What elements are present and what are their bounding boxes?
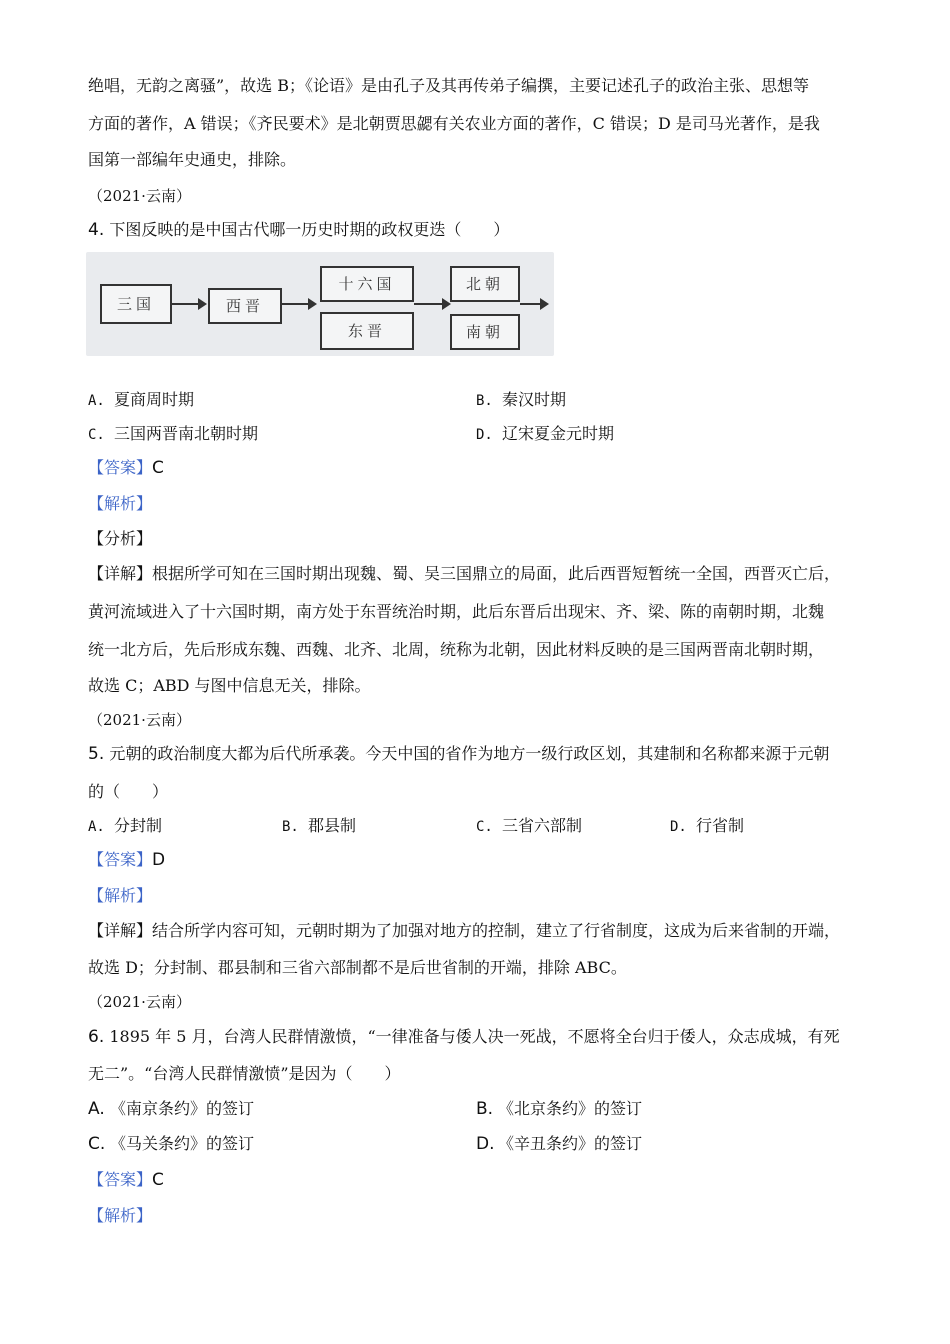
q3-explanation-line: 国第一部编年史通史，排除。: [88, 150, 297, 169]
arrow-head-icon: [198, 298, 207, 310]
q4-stem: [88, 220, 509, 240]
option-c[interactable]: C. 《马关条约》的签订: [88, 1134, 255, 1154]
arrow: [172, 303, 200, 305]
q6-answer: [88, 1170, 164, 1190]
arrow-head-icon: [308, 298, 317, 310]
dynasty-flow-diagram: [86, 252, 554, 356]
q4-jiexi: 【解析】: [88, 494, 153, 513]
q4-detail-line: 统一北方后，先后形成东魏、西魏、北齐、北周，统称为北朝，因此材料反映的是三国两晋南北朝时期，: [88, 640, 825, 659]
option-c[interactable]: C. 三国两晋南北朝时期: [88, 424, 259, 443]
arrow: [520, 303, 542, 305]
q5-stem: [88, 744, 829, 764]
q5-stem-line: 的（ ）: [88, 782, 169, 801]
q4-fenxi: 【分析】: [88, 529, 153, 548]
q5-jiexi: 【解析】: [88, 886, 153, 905]
question-text: 元朝的政治制度大都为后代所承袭。今天中国的省作为地方一级行政区划，其建制和名称都来源于元朝: [109, 744, 830, 763]
arrow: [414, 303, 444, 305]
answer-value: D: [152, 850, 166, 870]
question-text: 下图反映的是中国古代哪一历史时期的政权更迭（ ）: [109, 220, 510, 239]
question-number: 4.: [88, 220, 105, 240]
source-tag: （2021·云南）: [88, 187, 191, 205]
q6-stem-line: 无二”。“台湾人民群情激愤”是因为（ ）: [88, 1064, 401, 1083]
option-c[interactable]: C. 三省六部制: [476, 816, 583, 835]
diagram-box-sanguo: 三国: [100, 284, 172, 324]
diagram-box-xijin: 西晋: [208, 288, 282, 324]
answer-label: 【答案】: [88, 1170, 153, 1189]
q3-explanation-line: 方面的著作，A 错误；《齐民要术》是北朝贾思勰有关农业方面的著作，C 错误；D 是司马光著作，是我: [88, 114, 820, 133]
answer-label: 【答案】: [88, 850, 153, 869]
option-d[interactable]: D. 辽宋夏金元时期: [476, 424, 615, 443]
question-number: 5.: [88, 744, 105, 764]
q6-jiexi: 【解析】: [88, 1206, 153, 1225]
option-b[interactable]: B. 秦汉时期: [476, 390, 567, 409]
option-a[interactable]: A. 分封制: [88, 816, 163, 835]
question-text: 1895 年 5 月，台湾人民群情激愤，“一律准备与倭人决一死战，不愿将全台归于倭人，众志成城，有死: [109, 1027, 840, 1046]
source-tag: （2021·云南）: [88, 711, 191, 729]
diagram-box-nanchao: 南朝: [450, 314, 520, 350]
diagram-box-beichao: 北朝: [450, 266, 520, 302]
question-number: 6.: [88, 1027, 105, 1047]
answer-label: 【答案】: [88, 458, 153, 477]
answer-value: C: [152, 1170, 164, 1190]
q5-answer: [88, 850, 165, 870]
q3-explanation-line: 绝唱，无韵之离骚”，故选 B；《论语》是由孔子及其再传弟子编撰，主要记述孔子的政治主张、思想等: [88, 76, 810, 95]
option-d[interactable]: D. 行省制: [670, 816, 745, 835]
q4-detail-line: 黄河流域进入了十六国时期，南方处于东晋统治时期，此后东晋后出现宋、齐、梁、陈的南朝时期，北魏: [88, 602, 825, 621]
diagram-box-shiliuguo: 十六国: [320, 266, 414, 302]
option-a[interactable]: A. 《南京条约》的签订: [88, 1099, 255, 1119]
option-b[interactable]: B. 《北京条约》的签订: [476, 1099, 643, 1119]
q4-detail-line: 故选 C；ABD 与图中信息无关，排除。: [88, 676, 371, 695]
arrow: [282, 303, 310, 305]
q4-detail-line: 【详解】根据所学可知在三国时期出现魏、蜀、吴三国鼎立的局面，此后西晋短暂统一全国，西晋灭亡后，: [88, 564, 841, 583]
arrow-head-icon: [540, 298, 549, 310]
q4-answer: [88, 458, 164, 478]
source-tag: （2021·云南）: [88, 993, 191, 1011]
diagram-box-dongjin: 东晋: [320, 312, 414, 350]
q5-detail-line: 故选 D；分封制、郡县制和三省六部制都不是后世省制的开端，排除 ABC。: [88, 958, 627, 977]
q5-detail-line: 【详解】结合所学内容可知，元朝时期为了加强对地方的控制，建立了行省制度，这成为后来省制的开端，: [88, 921, 841, 940]
option-b[interactable]: B. 郡县制: [282, 816, 357, 835]
option-a[interactable]: A. 夏商周时期: [88, 390, 195, 409]
q6-stem: [88, 1027, 840, 1047]
answer-value: C: [152, 458, 164, 478]
option-d[interactable]: D. 《辛丑条约》的签订: [476, 1134, 643, 1154]
